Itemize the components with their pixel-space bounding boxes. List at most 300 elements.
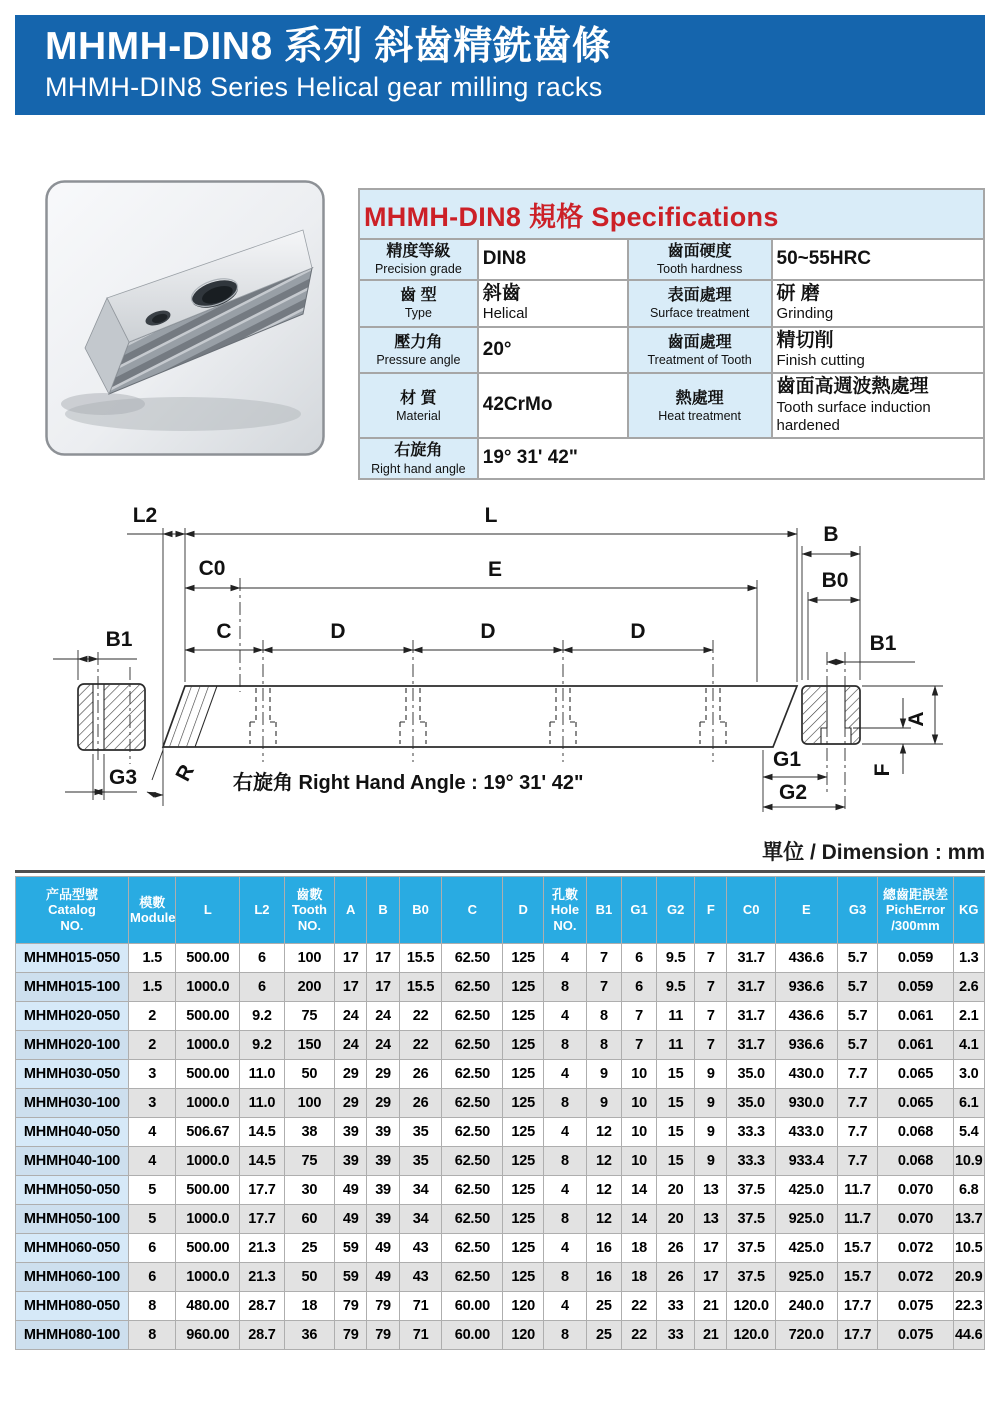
rack-end-section-left <box>78 652 145 764</box>
value-cell: 925.0 <box>776 1263 837 1291</box>
spec-label-cell: 熱處理 Heat treatment <box>628 373 772 438</box>
value-cell: 3 <box>129 1089 176 1117</box>
value-cell: 71 <box>400 1292 442 1320</box>
value-cell: 15.5 <box>400 944 442 972</box>
value-cell: 49 <box>367 1263 398 1291</box>
table-header-row <box>16 877 984 943</box>
value-cell: 8 <box>544 973 586 1001</box>
value-cell: 39 <box>367 1118 398 1146</box>
table-row <box>16 1234 984 1262</box>
table-row <box>16 1060 984 1088</box>
value-cell: 36 <box>285 1321 334 1349</box>
value-cell: 4 <box>544 1060 586 1088</box>
spec-label-cell: 右旋角 Right hand angle <box>359 438 478 479</box>
spec-label-cell: 材 質 Material <box>359 373 478 438</box>
value-cell: 15 <box>657 1060 694 1088</box>
value-cell: 9 <box>587 1060 621 1088</box>
value-cell: 3 <box>129 1060 176 1088</box>
value-cell: 75 <box>285 1002 334 1030</box>
value-cell: 12 <box>587 1147 621 1175</box>
value-cell: 31.7 <box>727 973 774 1001</box>
value-cell: 425.0 <box>776 1176 837 1204</box>
value-cell: 26 <box>400 1060 442 1088</box>
dim-label-B: B <box>823 523 839 546</box>
value-cell: 7 <box>695 1031 726 1059</box>
value-cell: 20 <box>657 1176 694 1204</box>
value-cell: 49 <box>367 1234 398 1262</box>
value-cell: 0.072 <box>878 1234 952 1262</box>
value-cell: 60.00 <box>442 1321 502 1349</box>
value-cell: 7 <box>587 973 621 1001</box>
value-cell: 59 <box>335 1234 366 1262</box>
column-header-L: L <box>176 877 239 943</box>
value-cell: 7.7 <box>838 1089 878 1117</box>
value-cell: 20 <box>657 1205 694 1233</box>
value-cell: 125 <box>503 1118 543 1146</box>
value-cell: 39 <box>367 1205 398 1233</box>
value-cell: 50 <box>285 1060 334 1088</box>
table-row <box>16 1292 984 1320</box>
value-cell: 12 <box>587 1176 621 1204</box>
value-cell: 24 <box>367 1002 398 1030</box>
value-cell: 62.50 <box>442 1002 502 1030</box>
spec-title: MHMH-DIN8 規格 Specifications <box>359 189 984 239</box>
catalog-cell: MHMH080-100 <box>16 1321 128 1349</box>
value-cell: 34 <box>400 1205 442 1233</box>
value-cell: 500.00 <box>176 1060 239 1088</box>
value-cell: 29 <box>335 1060 366 1088</box>
column-header-F: F <box>695 877 726 943</box>
spec-row <box>359 438 984 479</box>
value-cell: 39 <box>335 1147 366 1175</box>
value-cell: 35.0 <box>727 1060 774 1088</box>
catalog-cell: MHMH040-050 <box>16 1118 128 1146</box>
spec-label-cell: 精度等級 Precision grade <box>359 239 478 280</box>
value-cell: 3.0 <box>954 1060 985 1088</box>
spec-value-cell: 精切削 Finish cutting <box>772 327 985 374</box>
value-cell: 0.065 <box>878 1060 952 1088</box>
value-cell: 9 <box>695 1089 726 1117</box>
value-cell: 10.9 <box>954 1147 985 1175</box>
value-cell: 35 <box>400 1147 442 1175</box>
value-cell: 25 <box>285 1234 334 1262</box>
value-cell: 480.00 <box>176 1292 239 1320</box>
value-cell: 4 <box>129 1147 176 1175</box>
value-cell: 33 <box>657 1292 694 1320</box>
spec-label-cell: 壓力角 Pressure angle <box>359 327 478 374</box>
page-subtitle: MHMH-DIN8 Series Helical gear milling racks <box>45 71 603 102</box>
value-cell: 62.50 <box>442 1031 502 1059</box>
table-row <box>16 1176 984 1204</box>
value-cell: 1000.0 <box>176 1031 239 1059</box>
value-cell: 50 <box>285 1263 334 1291</box>
dim-label-R: R <box>171 760 199 786</box>
value-cell: 6.1 <box>954 1089 985 1117</box>
product-photo <box>45 180 325 456</box>
value-cell: 28.7 <box>240 1292 284 1320</box>
value-cell: 10 <box>622 1118 656 1146</box>
value-cell: 22 <box>400 1031 442 1059</box>
value-cell: 21.3 <box>240 1234 284 1262</box>
value-cell: 22 <box>622 1321 656 1349</box>
value-cell: 17 <box>335 944 366 972</box>
value-cell: 5.7 <box>838 1002 878 1030</box>
value-cell: 11 <box>657 1031 694 1059</box>
value-cell: 11.7 <box>838 1176 878 1204</box>
catalog-cell: MHMH030-050 <box>16 1060 128 1088</box>
value-cell: 240.0 <box>776 1292 837 1320</box>
spec-row <box>359 239 984 280</box>
value-cell: 44.6 <box>954 1321 985 1349</box>
value-cell: 15 <box>657 1089 694 1117</box>
dim-label-D: D <box>330 620 346 643</box>
value-cell: 4 <box>544 1118 586 1146</box>
value-cell: 22 <box>622 1292 656 1320</box>
value-cell: 7 <box>622 1002 656 1030</box>
value-cell: 17 <box>367 973 398 1001</box>
value-cell: 22.3 <box>954 1292 985 1320</box>
value-cell: 24 <box>367 1031 398 1059</box>
value-cell: 0.068 <box>878 1147 952 1175</box>
value-cell: 4 <box>544 944 586 972</box>
value-cell: 17 <box>695 1263 726 1291</box>
column-header-A: A <box>335 877 366 943</box>
value-cell: 425.0 <box>776 1234 837 1262</box>
value-cell: 6 <box>240 973 284 1001</box>
value-cell: 25 <box>587 1321 621 1349</box>
value-cell: 10 <box>622 1060 656 1088</box>
value-cell: 43 <box>400 1263 442 1291</box>
value-cell: 6 <box>622 944 656 972</box>
catalog-cell: MHMH060-050 <box>16 1234 128 1262</box>
value-cell: 5.7 <box>838 944 878 972</box>
value-cell: 49 <box>335 1176 366 1204</box>
value-cell: 1000.0 <box>176 1263 239 1291</box>
value-cell: 0.061 <box>878 1002 952 1030</box>
value-cell: 29 <box>367 1089 398 1117</box>
value-cell: 62.50 <box>442 944 502 972</box>
spec-row <box>359 373 984 438</box>
value-cell: 6 <box>240 944 284 972</box>
value-cell: 35.0 <box>727 1089 774 1117</box>
value-cell: 0.070 <box>878 1176 952 1204</box>
value-cell: 125 <box>503 973 543 1001</box>
value-cell: 8 <box>544 1263 586 1291</box>
spec-label-cell: 表面處理 Surface treatment <box>628 280 772 327</box>
value-cell: 100 <box>285 1089 334 1117</box>
value-cell: 433.0 <box>776 1118 837 1146</box>
value-cell: 5 <box>129 1176 176 1204</box>
value-cell: 35 <box>400 1118 442 1146</box>
table-row <box>16 944 984 972</box>
value-cell: 33.3 <box>727 1147 774 1175</box>
spec-label-cell: 齒 型 Type <box>359 280 478 327</box>
value-cell: 125 <box>503 1263 543 1291</box>
value-cell: 436.6 <box>776 944 837 972</box>
value-cell: 16 <box>587 1234 621 1262</box>
column-header-C0: C0 <box>727 877 774 943</box>
value-cell: 506.67 <box>176 1118 239 1146</box>
value-cell: 15 <box>657 1147 694 1175</box>
value-cell: 33 <box>657 1321 694 1349</box>
value-cell: 14 <box>622 1176 656 1204</box>
value-cell: 7 <box>622 1031 656 1059</box>
value-cell: 28.7 <box>240 1321 284 1349</box>
value-cell: 960.00 <box>176 1321 239 1349</box>
column-header-tooth-no: 齒數 Tooth NO. <box>285 877 334 943</box>
value-cell: 39 <box>367 1176 398 1204</box>
value-cell: 7.7 <box>838 1147 878 1175</box>
value-cell: 0.072 <box>878 1263 952 1291</box>
catalog-cell: MHMH015-100 <box>16 973 128 1001</box>
spec-value-cell: 19° 31' 42" <box>478 438 984 479</box>
catalog-cell: MHMH020-100 <box>16 1031 128 1059</box>
value-cell: 10.5 <box>954 1234 985 1262</box>
value-cell: 17.7 <box>838 1292 878 1320</box>
table-row <box>16 1118 984 1146</box>
value-cell: 1.3 <box>954 944 985 972</box>
value-cell: 6 <box>129 1234 176 1262</box>
value-cell: 10 <box>622 1089 656 1117</box>
column-header-B0: B0 <box>400 877 442 943</box>
value-cell: 15.7 <box>838 1263 878 1291</box>
value-cell: 8 <box>587 1031 621 1059</box>
value-cell: 125 <box>503 1147 543 1175</box>
page-title: MHMH-DIN8 系列 斜齒精銑齒條 <box>45 25 612 68</box>
spec-label-cell: 齒面處理 Treatment of Tooth <box>628 327 772 374</box>
column-header-B: B <box>367 877 398 943</box>
column-header-D: D <box>503 877 543 943</box>
spec-row <box>359 280 984 327</box>
dim-label-B0: B0 <box>821 569 849 592</box>
value-cell: 11.0 <box>240 1060 284 1088</box>
value-cell: 30 <box>285 1176 334 1204</box>
dim-label-C: C <box>216 620 232 643</box>
value-cell: 8 <box>544 1089 586 1117</box>
value-cell: 1000.0 <box>176 973 239 1001</box>
value-cell: 1.5 <box>129 973 176 1001</box>
table-row <box>16 1263 984 1291</box>
value-cell: 62.50 <box>442 973 502 1001</box>
value-cell: 62.50 <box>442 1234 502 1262</box>
value-cell: 0.075 <box>878 1292 952 1320</box>
value-cell: 75 <box>285 1147 334 1175</box>
value-cell: 0.075 <box>878 1321 952 1349</box>
value-cell: 13 <box>695 1176 726 1204</box>
column-header-G1: G1 <box>622 877 656 943</box>
right-hand-angle-note: 右旋角 Right Hand Angle : 19° 31' 42" <box>233 772 584 794</box>
column-header-hole-no: 孔數 Hole NO. <box>544 877 586 943</box>
value-cell: 15.5 <box>400 973 442 1001</box>
value-cell: 5.7 <box>838 1031 878 1059</box>
value-cell: 4 <box>544 1292 586 1320</box>
value-cell: 6 <box>129 1263 176 1291</box>
value-cell: 62.50 <box>442 1205 502 1233</box>
value-cell: 936.6 <box>776 1031 837 1059</box>
value-cell: 37.5 <box>727 1205 774 1233</box>
catalog-cell: MHMH030-100 <box>16 1089 128 1117</box>
value-cell: 31.7 <box>727 1031 774 1059</box>
column-header-catalog: 产品型號 Catalog NO. <box>16 877 128 943</box>
value-cell: 125 <box>503 1031 543 1059</box>
value-cell: 21 <box>695 1292 726 1320</box>
value-cell: 0.061 <box>878 1031 952 1059</box>
spec-value-cell: 齒面高週波熱處理 Tooth surface induction hardened <box>772 373 985 438</box>
rack-side-view <box>163 640 797 762</box>
value-cell: 39 <box>335 1118 366 1146</box>
column-header-B1: B1 <box>587 877 621 943</box>
value-cell: 430.0 <box>776 1060 837 1088</box>
value-cell: 5.4 <box>954 1118 985 1146</box>
value-cell: 120.0 <box>727 1321 774 1349</box>
value-cell: 60.00 <box>442 1292 502 1320</box>
value-cell: 9.2 <box>240 1002 284 1030</box>
column-header-pich-error: 總齒距誤差 PichError /300mm <box>878 877 952 943</box>
value-cell: 500.00 <box>176 1234 239 1262</box>
spec-value-cell: 42CrMo <box>478 373 628 438</box>
value-cell: 13 <box>695 1205 726 1233</box>
value-cell: 79 <box>367 1321 398 1349</box>
value-cell: 22 <box>400 1002 442 1030</box>
value-cell: 17 <box>695 1234 726 1262</box>
value-cell: 500.00 <box>176 1176 239 1204</box>
value-cell: 71 <box>400 1321 442 1349</box>
value-cell: 62.50 <box>442 1263 502 1291</box>
value-cell: 4 <box>544 1002 586 1030</box>
table-row <box>16 973 984 1001</box>
spec-title-row <box>359 189 984 239</box>
value-cell: 930.0 <box>776 1089 837 1117</box>
value-cell: 10 <box>622 1147 656 1175</box>
value-cell: 62.50 <box>442 1060 502 1088</box>
value-cell: 7 <box>587 944 621 972</box>
value-cell: 4.1 <box>954 1031 985 1059</box>
value-cell: 933.4 <box>776 1147 837 1175</box>
value-cell: 1000.0 <box>176 1205 239 1233</box>
value-cell: 8 <box>129 1321 176 1349</box>
catalog-cell: MHMH080-050 <box>16 1292 128 1320</box>
value-cell: 18 <box>285 1292 334 1320</box>
dim-label-L2: L2 <box>132 504 158 527</box>
catalog-cell: MHMH050-050 <box>16 1176 128 1204</box>
dim-label-D: D <box>630 620 646 643</box>
dimension-diagram <box>15 492 985 832</box>
value-cell: 33.3 <box>727 1118 774 1146</box>
value-cell: 7 <box>695 944 726 972</box>
value-cell: 1000.0 <box>176 1089 239 1117</box>
value-cell: 11 <box>657 1002 694 1030</box>
value-cell: 150 <box>285 1031 334 1059</box>
value-cell: 9 <box>695 1060 726 1088</box>
dim-label-C0: C0 <box>198 557 226 580</box>
value-cell: 24 <box>335 1031 366 1059</box>
spec-value-cell: 斜齒 Helical <box>478 280 628 327</box>
column-header-G3: G3 <box>838 877 878 943</box>
catalog-cell: MHMH015-050 <box>16 944 128 972</box>
catalog-cell: MHMH050-100 <box>16 1205 128 1233</box>
value-cell: 26 <box>657 1263 694 1291</box>
value-cell: 21 <box>695 1321 726 1349</box>
value-cell: 13.7 <box>954 1205 985 1233</box>
value-cell: 2.6 <box>954 973 985 1001</box>
value-cell: 5 <box>129 1205 176 1233</box>
value-cell: 0.065 <box>878 1089 952 1117</box>
value-cell: 4 <box>129 1118 176 1146</box>
value-cell: 0.059 <box>878 973 952 1001</box>
value-cell: 125 <box>503 944 543 972</box>
value-cell: 8 <box>544 1321 586 1349</box>
value-cell: 7 <box>695 973 726 1001</box>
value-cell: 125 <box>503 1002 543 1030</box>
value-cell: 15 <box>657 1118 694 1146</box>
dim-label-B1: B1 <box>105 628 133 651</box>
spec-value-cell: DIN8 <box>478 239 628 280</box>
value-cell: 17.7 <box>240 1205 284 1233</box>
value-cell: 0.059 <box>878 944 952 972</box>
spec-row <box>359 327 984 374</box>
value-cell: 21.3 <box>240 1263 284 1291</box>
value-cell: 31.7 <box>727 1002 774 1030</box>
value-cell: 9.5 <box>657 973 694 1001</box>
value-cell: 17.7 <box>838 1321 878 1349</box>
value-cell: 936.6 <box>776 973 837 1001</box>
value-cell: 29 <box>367 1060 398 1088</box>
value-cell: 12 <box>587 1118 621 1146</box>
dim-label-G1: G1 <box>772 748 802 771</box>
value-cell: 62.50 <box>442 1089 502 1117</box>
value-cell: 11.7 <box>838 1205 878 1233</box>
value-cell: 26 <box>657 1234 694 1262</box>
value-cell: 125 <box>503 1089 543 1117</box>
value-cell: 9.2 <box>240 1031 284 1059</box>
table-row <box>16 1031 984 1059</box>
value-cell: 62.50 <box>442 1118 502 1146</box>
dim-label-L: L <box>484 504 498 527</box>
spec-label-cell: 齒面硬度 Tooth hardness <box>628 239 772 280</box>
value-cell: 9 <box>587 1089 621 1117</box>
table-row <box>16 1002 984 1030</box>
value-cell: 39 <box>367 1147 398 1175</box>
catalog-cell: MHMH020-050 <box>16 1002 128 1030</box>
column-header-E: E <box>776 877 837 943</box>
gear-rack-photo <box>45 180 325 456</box>
column-header-C: C <box>442 877 502 943</box>
value-cell: 62.50 <box>442 1176 502 1204</box>
value-cell: 9 <box>695 1147 726 1175</box>
value-cell: 79 <box>335 1292 366 1320</box>
value-cell: 29 <box>335 1089 366 1117</box>
value-cell: 25 <box>587 1292 621 1320</box>
value-cell: 125 <box>503 1176 543 1204</box>
value-cell: 18 <box>622 1263 656 1291</box>
value-cell: 43 <box>400 1234 442 1262</box>
value-cell: 4 <box>544 1176 586 1204</box>
value-cell: 5.7 <box>838 973 878 1001</box>
value-cell: 17 <box>367 944 398 972</box>
value-cell: 925.0 <box>776 1205 837 1233</box>
column-header-kg: KG <box>954 877 985 943</box>
value-cell: 7.7 <box>838 1060 878 1088</box>
value-cell: 60 <box>285 1205 334 1233</box>
value-cell: 14.5 <box>240 1118 284 1146</box>
value-cell: 9.5 <box>657 944 694 972</box>
column-header-L2: L2 <box>240 877 284 943</box>
value-cell: 79 <box>367 1292 398 1320</box>
value-cell: 8 <box>544 1147 586 1175</box>
header-banner <box>15 15 985 115</box>
main-table <box>15 870 985 1350</box>
value-cell: 6.8 <box>954 1176 985 1204</box>
